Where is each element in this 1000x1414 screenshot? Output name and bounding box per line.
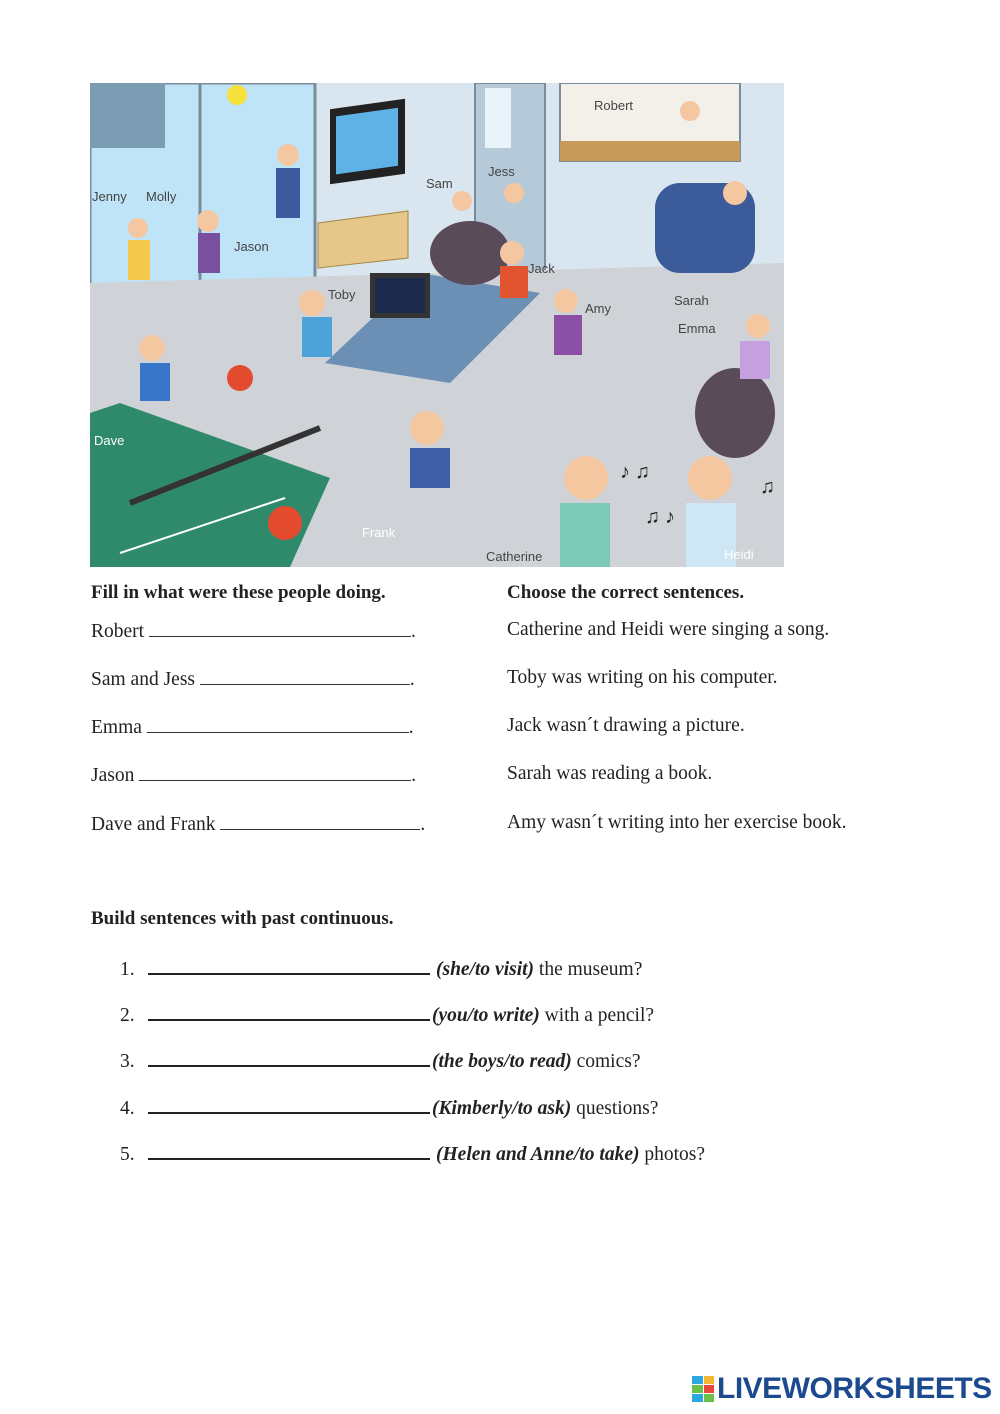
label-jack: Jack bbox=[528, 261, 555, 276]
answer-blank[interactable] bbox=[148, 1095, 430, 1114]
label-robert: Robert bbox=[594, 98, 634, 113]
item-number: 4. bbox=[120, 1098, 135, 1119]
label-toby: Toby bbox=[328, 287, 356, 302]
classroom-illustration bbox=[90, 83, 784, 567]
sentence-end: the museum? bbox=[534, 959, 643, 980]
sentence-end: comics? bbox=[571, 1051, 641, 1072]
answer-blank[interactable] bbox=[148, 1048, 430, 1067]
choice-sentence-3[interactable]: Jack wasn´t drawing a picture. bbox=[507, 715, 745, 736]
fill-in-name: Robert bbox=[91, 621, 145, 642]
period: . bbox=[420, 814, 426, 835]
choice-sentence-5[interactable]: Amy wasn´t writing into her exercise book. bbox=[507, 812, 847, 833]
label-jason: Jason bbox=[234, 239, 269, 254]
label-catherine: Catherine bbox=[486, 549, 543, 564]
choice-sentence-4[interactable]: Sarah was reading a book. bbox=[507, 763, 713, 784]
build-heading: Build sentences with past continuous. bbox=[91, 908, 394, 929]
label-emma: Emma bbox=[678, 321, 716, 336]
svg-text:♪ ♫: ♪ ♫ bbox=[620, 461, 650, 483]
svg-text:♫ ♪: ♫ ♪ bbox=[645, 506, 675, 528]
period: . bbox=[411, 765, 417, 786]
fill-in-name: Jason bbox=[91, 765, 135, 786]
build-item-3 bbox=[120, 1048, 641, 1073]
verb-hint: (the boys/to read) bbox=[432, 1051, 572, 1072]
answer-blank[interactable] bbox=[148, 1002, 430, 1021]
choose-heading: Choose the correct sentences. bbox=[507, 582, 745, 603]
fill-in-name: Dave and Frank bbox=[91, 814, 216, 835]
verb-hint: (you/to write) bbox=[432, 1005, 540, 1026]
answer-blank[interactable] bbox=[148, 1141, 430, 1160]
sentence-end: photos? bbox=[639, 1144, 706, 1165]
sentence-end: with a pencil? bbox=[539, 1005, 655, 1026]
build-item-5 bbox=[120, 1141, 705, 1166]
fill-in-item-3 bbox=[91, 715, 414, 739]
answer-blank[interactable] bbox=[220, 812, 420, 830]
liveworksheets-logo-icon bbox=[692, 1376, 714, 1402]
period: . bbox=[409, 669, 415, 690]
build-item-4 bbox=[120, 1095, 658, 1120]
choice-sentence-1[interactable]: Catherine and Heidi were singing a song. bbox=[507, 619, 830, 640]
sentence-end: questions? bbox=[571, 1098, 659, 1119]
liveworksheets-logo bbox=[692, 1374, 992, 1404]
item-number: 1. bbox=[120, 959, 135, 980]
label-jess: Jess bbox=[488, 164, 515, 179]
fill-in-item-5 bbox=[91, 812, 425, 836]
label-jenny: Jenny bbox=[92, 189, 127, 204]
label-frank: Frank bbox=[362, 525, 396, 540]
period: . bbox=[408, 717, 414, 738]
svg-text:♫: ♫ bbox=[760, 476, 775, 498]
period: . bbox=[410, 621, 416, 642]
label-sarah: Sarah bbox=[674, 293, 709, 308]
verb-hint: (she/to visit) bbox=[436, 959, 535, 980]
label-heidi: Heidi bbox=[724, 547, 754, 562]
item-number: 2. bbox=[120, 1005, 135, 1026]
fill-in-item-4 bbox=[91, 763, 416, 787]
item-number: 3. bbox=[120, 1051, 135, 1072]
fill-in-item-2 bbox=[91, 667, 415, 691]
fill-in-item-1 bbox=[91, 619, 416, 643]
choice-sentence-2[interactable]: Toby was writing on his computer. bbox=[507, 667, 778, 688]
verb-hint: (Helen and Anne/to take) bbox=[436, 1144, 640, 1165]
fill-in-name: Emma bbox=[91, 717, 142, 738]
logo-text: LIVEWORKSHEETS bbox=[717, 1372, 992, 1405]
answer-blank[interactable] bbox=[148, 956, 430, 975]
item-number: 5. bbox=[120, 1144, 135, 1165]
label-dave: Dave bbox=[94, 433, 125, 448]
answer-blank[interactable] bbox=[200, 667, 410, 685]
classroom-scene-image bbox=[90, 83, 784, 567]
answer-blank[interactable] bbox=[139, 763, 411, 781]
fill-in-name: Sam and Jess bbox=[91, 669, 195, 690]
label-sam: Sam bbox=[426, 176, 453, 191]
build-item-2 bbox=[120, 1002, 654, 1027]
answer-blank[interactable] bbox=[147, 715, 409, 733]
fill-in-heading: Fill in what were these people doing. bbox=[91, 582, 386, 603]
build-item-1 bbox=[120, 956, 642, 981]
answer-blank[interactable] bbox=[149, 619, 411, 637]
verb-hint: (Kimberly/to ask) bbox=[432, 1098, 572, 1119]
label-molly: Molly bbox=[146, 189, 177, 204]
label-amy: Amy bbox=[585, 301, 611, 316]
